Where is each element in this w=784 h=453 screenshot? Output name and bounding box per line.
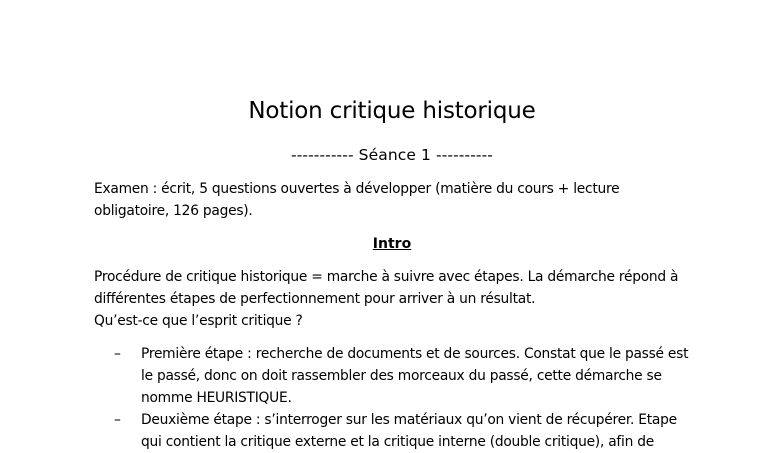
list-item (114, 409, 724, 453)
step-line: Deuxième étape : s’interroger sur les matériaux qu’on vient de récupérer. Etape (141, 412, 677, 428)
session-heading: ----------- Séance 1 ---------- (291, 146, 493, 164)
bullet-dash: – (114, 346, 121, 362)
procedure-line: Qu’est-ce que l’esprit critique ? (94, 313, 303, 329)
exam-paragraph (94, 178, 714, 222)
intro-heading: Intro (372, 236, 412, 252)
step-line: Première étape : recherche de documents et de sources. Constat que le passé est (141, 346, 689, 362)
steps-list (114, 343, 724, 453)
exam-line: obligatoire, 126 pages). (94, 203, 253, 219)
step-line: le passé, donc on doit rassembler des morceaux du passé, cette démarche se (141, 368, 662, 384)
procedure-line: Procédure de critique historique = marche à suivre avec étapes. La démarche répond à (94, 269, 679, 285)
document-title: Notion critique historique (248, 98, 536, 124)
step-line: nomme HEURISTIQUE. (141, 390, 292, 406)
procedure-line: différentes étapes de perfectionnement pour arriver à un résultat. (94, 291, 536, 307)
list-item (114, 343, 724, 409)
procedure-paragraph (94, 266, 714, 332)
step-line: qui contient la critique externe et la critique interne (double critique), afin de (141, 434, 654, 450)
exam-line: Examen : écrit, 5 questions ouvertes à développer (matière du cours + lecture (94, 181, 620, 197)
bullet-dash: – (114, 412, 121, 428)
